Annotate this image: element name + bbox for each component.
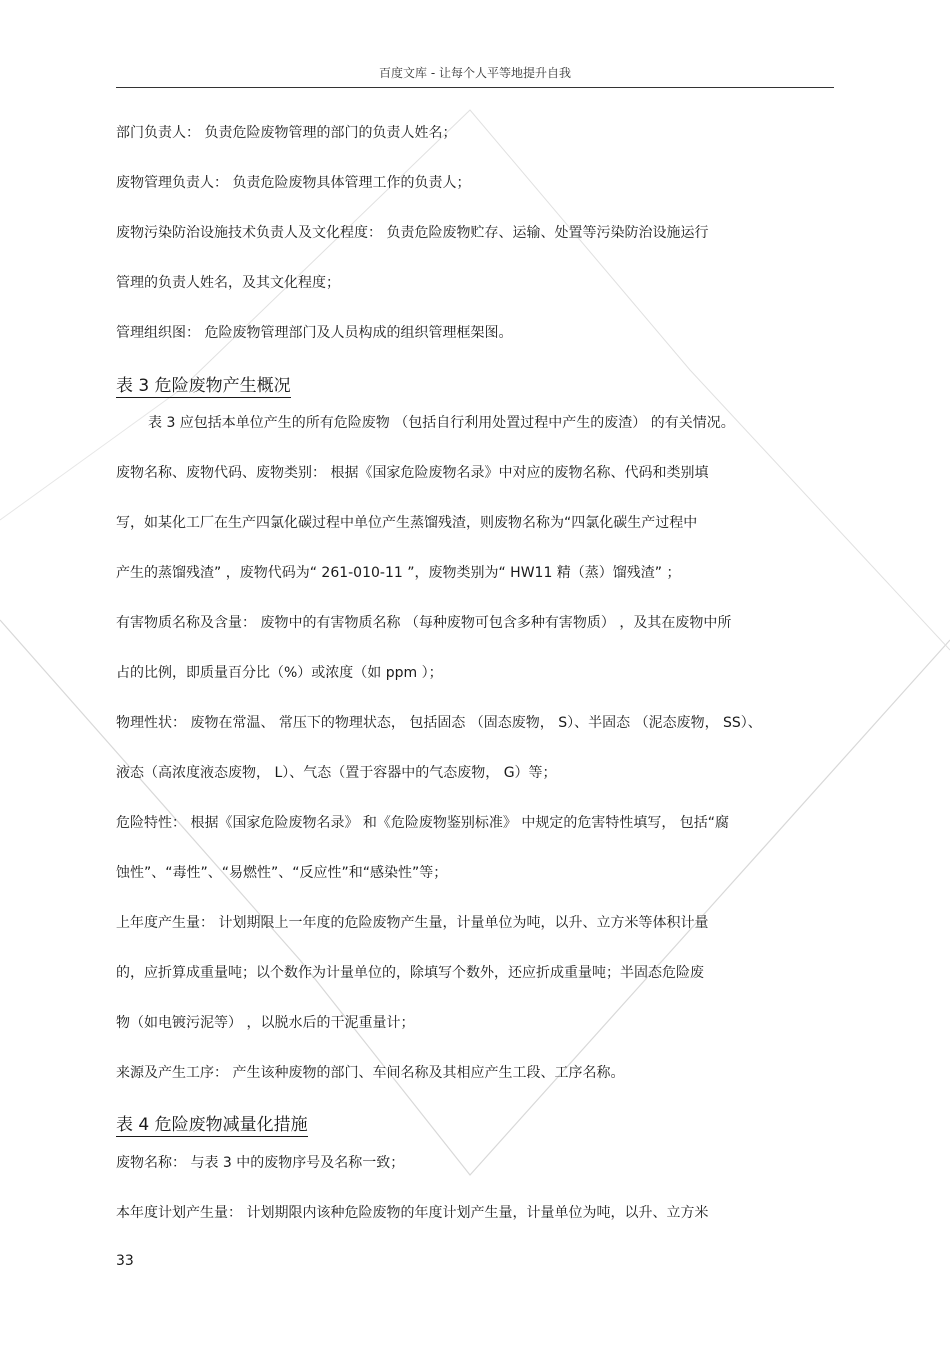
- section-heading-table-3: 表 3 危险废物产生概况: [116, 376, 291, 396]
- text-line: 液态（高浓度液态废物， L）、气态（置于容器中的气态废物， G）等；: [116, 765, 557, 781]
- text-line: 表 3 应包括本单位产生的所有危险废物 （包括自行利用处置过程中产生的废渣） 的有关情况。: [148, 415, 735, 431]
- text-line: 写，如某化工厂在生产四氯化碳过程中单位产生蒸馏残渣，则废物名称为“四氯化碳生产过程中: [116, 515, 698, 531]
- text-line: 上年度产生量： 计划期限上一年度的危险废物产生量，计量单位为吨，以升、立方米等体积计量: [116, 915, 709, 931]
- text-line: 的，应折算成重量吨；以个数作为计量单位的，除填写个数外，还应折成重量吨；半固态危险废: [116, 965, 704, 981]
- text-line: 产生的蒸馏残渣” ，废物代码为“ 261-010-11 ”，废物类别为“ HW11 精（蒸）馏残渣” ；: [116, 565, 681, 581]
- text-line: 蚀性”、“毒性”、“易燃性”、“反应性”和“感染性”等；: [116, 865, 448, 881]
- text-line: 危险特性： 根据《国家危险废物名录》 和《危险废物鉴别标准》 中规定的危害特性填写， 包括“腐: [116, 815, 730, 831]
- text-line: 物（如电镀污泥等） ，以脱水后的干泥重量计；: [116, 1015, 415, 1031]
- text-line: 占的比例，即质量百分比（%）或浓度（如 ppm ）；: [116, 665, 443, 681]
- text-line: 废物名称、废物代码、废物类别： 根据《国家危险废物名录》中对应的废物名称、代码和类别填: [116, 465, 709, 481]
- text-line: 部门负责人： 负责危险废物管理的部门的负责人姓名；: [116, 125, 457, 141]
- text-line: 管理的负责人姓名，及其文化程度；: [116, 275, 340, 291]
- text-line: 有害物质名称及含量： 废物中的有害物质名称 （每种废物可包含多种有害物质） ，及其在废物中所: [116, 615, 732, 631]
- text-line: 废物名称： 与表 3 中的废物序号及名称一致；: [116, 1155, 405, 1171]
- text-line: 物理性状： 废物在常温、 常压下的物理状态， 包括固态 （固态废物， S）、半固态 （泥态废物， SS）、: [116, 715, 762, 731]
- text-line: 本年度计划产生量： 计划期限内该种危险废物的年度计划产生量，计量单位为吨，以升、立方米: [116, 1205, 709, 1221]
- page-number: 33: [116, 1253, 134, 1269]
- section-heading-table-4: 表 4 危险废物减量化措施: [116, 1115, 308, 1135]
- text-line: 废物管理负责人： 负责危险废物具体管理工作的负责人；: [116, 175, 471, 191]
- text-line: 管理组织图： 危险废物管理部门及人员构成的组织管理框架图。: [116, 325, 513, 341]
- page-header: 百度文库 - 让每个人平等地提升自我: [116, 60, 834, 88]
- text-line: 来源及产生工序： 产生该种废物的部门、车间名称及其相应产生工段、工序名称。: [116, 1065, 625, 1081]
- text-line: 废物污染防治设施技术负责人及文化程度： 负责危险废物贮存、运输、处置等污染防治设施运行: [116, 225, 709, 241]
